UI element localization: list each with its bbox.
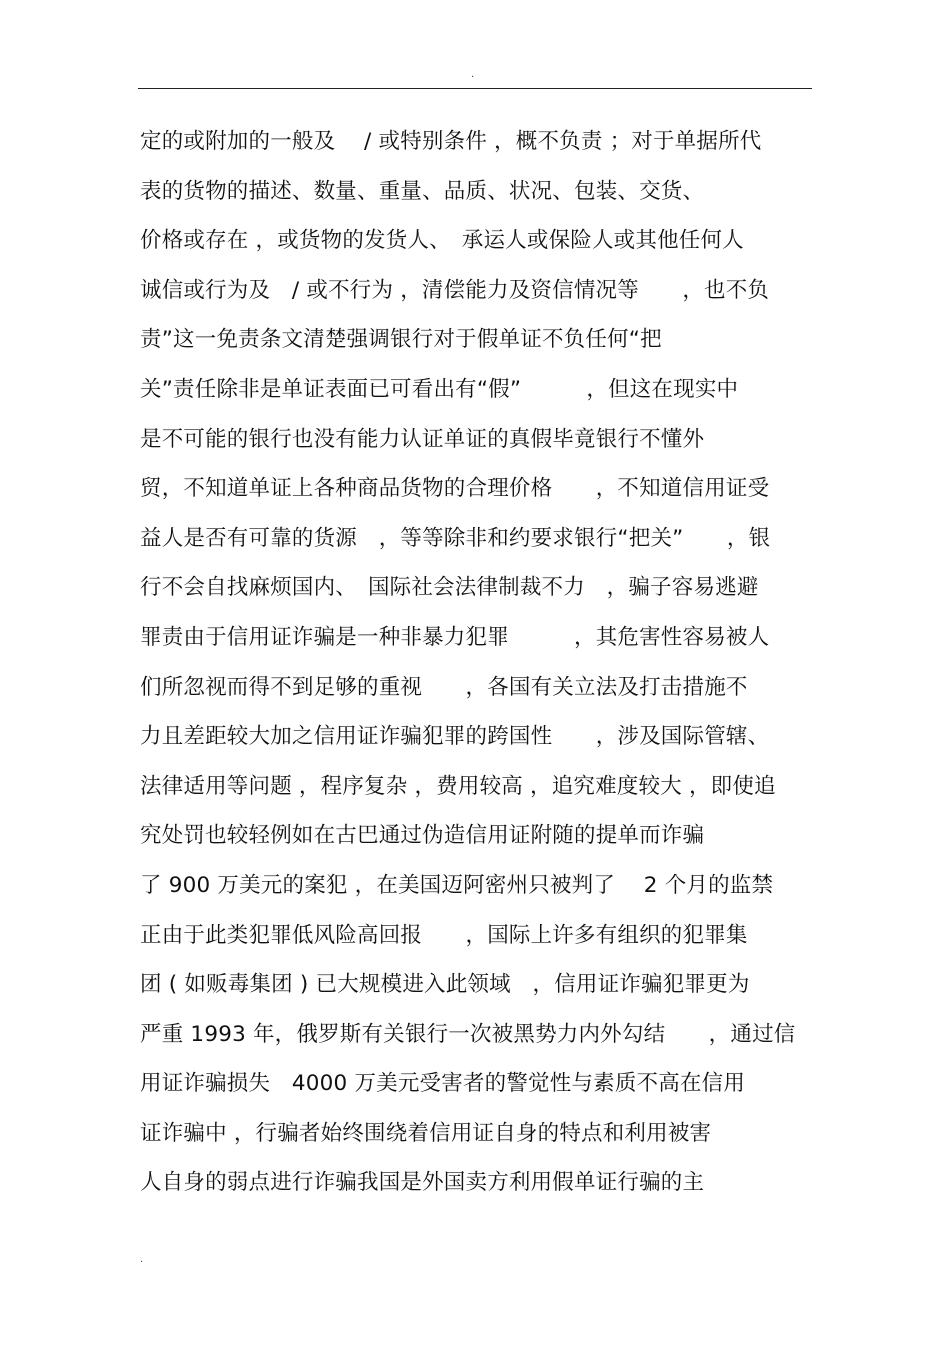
text-line: 人自身的弱点进行诈骗我国是外国卖方利用假单证行骗的主: [140, 1170, 705, 1196]
text-line: 诚信或行为及 / 或不行为 ，清偿能力及资信情况等 ，也不负: [140, 277, 770, 303]
text-line: 定的或附加的一般及 / 或特别条件 ，概不负责 ；对于单据所代: [140, 129, 762, 154]
text-line: 严重 1993 年，俄罗斯有关银行一次被黑势力内外勾结 ，通过信: [140, 1021, 796, 1047]
text-line: 责”这一免责条文清楚强调银行对于假单证不负任何“把: [140, 327, 662, 353]
text-line: 罪责由于信用证诈骗是一种非暴力犯罪 ，其危害性容易被人: [140, 624, 770, 650]
text-line: 正由于此类犯罪低风险高回报 ，国际上许多有组织的犯罪集: [140, 922, 748, 948]
header-dot: .: [471, 69, 475, 80]
text-line: 证诈骗中 ，行骗者始终围绕着信用证自身的特点和利用被害: [140, 1120, 712, 1146]
footer-dot: .: [140, 1254, 144, 1265]
text-line: 团 ( 如贩毒集团 ) 已大规模进入此领域 ，信用证诈骗犯罪更为: [140, 972, 750, 998]
text-line: 关”责任除非是单证表面已可看出有“假” ，但这在现实中: [140, 376, 739, 402]
text-line: 用证诈骗损失 4000 万美元受害者的警觉性与素质不高在信用: [140, 1071, 746, 1097]
text-line: 力且差距较大加之信用证诈骗犯罪的跨国性 ，涉及国际管辖、: [140, 724, 770, 750]
text-line: 们所忽视而得不到足够的重视 ，各国有关立法及打击措施不: [140, 674, 748, 700]
header-rule: [138, 88, 812, 89]
text-line: 表的货物的描述、数量、重量、品质、状况、包装、交货、: [140, 178, 705, 204]
text-line: 法律适用等问题 ，程序复杂 ，费用较高 ，追究难度较大 ，即使追: [140, 773, 776, 799]
text-line: 益人是否有可靠的货源 ，等等除非和约要求银行“把关” ，银: [140, 525, 771, 551]
text-line: 究处罚也较轻例如在古巴通过伪造信用证附随的提单而诈骗: [140, 823, 705, 849]
text-line: 是不可能的银行也没有能力认证单证的真假毕竟银行不懂外: [140, 426, 705, 452]
text-line: 行不会自找麻烦国内、 国际社会法律制裁不力 ，骗子容易逃避: [140, 575, 759, 601]
text-line: 贸，不知道单证上各种商品货物的合理价格 ，不知道信用证受: [140, 476, 770, 502]
text-line: 价格或存在 ，或货物的发货人、 承运人或保险人或其他任何人: [140, 228, 744, 254]
body-text: [140, 117, 820, 1208]
text-line: 了 900 万美元的案犯 ，在美国迈阿密州只被判了 2 个月的监禁: [140, 872, 774, 898]
